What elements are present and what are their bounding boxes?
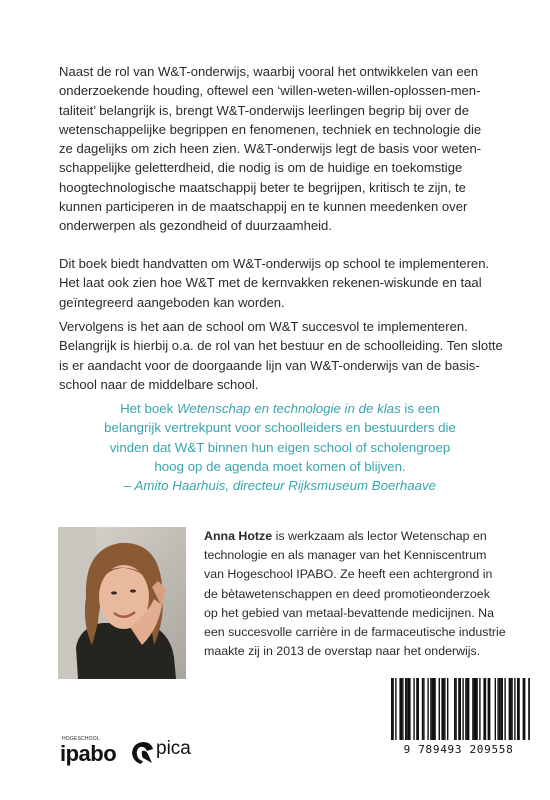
text-line: is er aandacht voor de doorgaande lijn van W&T-onderwijs van de basis- — [59, 357, 480, 373]
barcode-bar — [423, 678, 424, 740]
text-line: Naast de rol van W&T-onderwijs, waarbij vooral het ontwikkelen van een — [59, 64, 479, 79]
quote-text: is een — [400, 401, 440, 416]
barcode-bar — [524, 678, 525, 740]
text-line: Het laat ook zien hoe W&T met de kernvakken rekenen-wiskunde en taal — [59, 275, 482, 291]
ipabo-logo — [60, 736, 124, 766]
quote-line: belangrijk vertrekpunt voor schoolleiders en bestuurders die — [104, 420, 456, 436]
author-photo — [58, 527, 186, 679]
text-line: onderzoekende houding, oftewel een ‘willen-weten-willen-oplossen-men- — [59, 83, 481, 99]
ipabo-logo-text: ipabo — [60, 741, 117, 766]
bio-line: op het gebied van metaal-bevattende medicijnen. Na — [204, 605, 494, 620]
barcode-bar — [422, 678, 423, 740]
barcode-bar — [458, 678, 461, 740]
quote-text: Het boek — [120, 401, 177, 416]
text-line: school naar de middelbare school. — [59, 376, 259, 392]
ipabo-logo-subtext: HOGESCHOOL — [62, 736, 100, 742]
barcode-bar — [430, 678, 431, 740]
bio-line: technologie en als manager van het Kenniscentrum — [204, 548, 487, 563]
barcode-bar — [413, 678, 414, 740]
barcode-bar — [514, 678, 515, 740]
endorsement-quote — [59, 399, 501, 495]
barcode-bar — [405, 678, 406, 740]
barcode-bar — [475, 678, 478, 740]
barcode-bar — [472, 678, 473, 740]
bio-line: van Hogeschool IPABO. Ze heeft een achtergrond in — [204, 567, 493, 582]
author-name: Anna Hotze — [204, 529, 273, 543]
barcode-bar — [495, 678, 496, 740]
barcode-bar — [433, 678, 436, 740]
pica-logo-text: pica — [156, 738, 191, 759]
barcode-bar — [474, 678, 475, 740]
author-bio — [204, 527, 504, 661]
second-paragraph — [59, 254, 501, 312]
barcode-bar — [488, 678, 489, 740]
author-portrait — [58, 527, 186, 679]
text-line: onderwerpen als gezondheid of duurzaamheid. — [59, 218, 332, 234]
barcode-bar — [427, 678, 428, 740]
barcode-bar — [395, 678, 396, 740]
barcode-bar — [499, 678, 500, 740]
barcode-bar — [402, 678, 403, 740]
text-line: wetenschappelijke begrippen en fenomenen, techniek en technologie die — [59, 121, 482, 137]
attribution-text: – Amito Haarhuis, directeur Rijksmuseum Boerhaave — [123, 478, 437, 494]
barcode-bar — [517, 678, 520, 740]
bio-line: maakte zij in 2013 de overstap naar het onderwijs. — [204, 644, 481, 659]
isbn-barcode — [387, 676, 530, 762]
barcode-bar — [416, 678, 419, 740]
barcode-bar — [408, 678, 411, 740]
text-line: hoogtechnologische maatschappij beter te begrijpen, kritisch te zijn, te — [59, 179, 466, 195]
intro-paragraph — [59, 62, 501, 236]
book-title: Wetenschap en technologie in de klas — [176, 401, 401, 416]
text-line: ze dagelijks om zich heen zien. W&T-onderwijs legt de basis voor weten- — [59, 141, 482, 157]
bio-line — [204, 527, 504, 546]
barcode-bar — [467, 678, 470, 740]
bio-text: is werkzaam als lector Wetenschap en — [272, 529, 487, 543]
quote-line — [59, 399, 501, 418]
barcode-bar — [500, 678, 503, 740]
barcode-bar — [454, 678, 455, 740]
pica-logo — [129, 738, 199, 766]
barcode-bar — [511, 678, 512, 740]
barcode-bar — [455, 678, 456, 740]
bio-line: een succesvolle carrière in de farmaceutische industrie — [204, 625, 506, 640]
quote-line: hoog op de agenda moet komen of blijven. — [154, 458, 406, 474]
barcode-bar — [439, 678, 440, 740]
quote-attribution — [59, 476, 501, 495]
pica-bird-icon — [129, 739, 155, 765]
barcode-bar — [399, 678, 402, 740]
text-line: Belangrijk is hierbij o.a. de rol van het bestuur en de schoolleiding. Ten slotte — [59, 338, 503, 354]
text-line: kunnen participeren in de maatschappij en te kunnen meedenken over — [59, 199, 468, 215]
text-line: taliteit’ belangrijk is, brengt W&T-onderwijs leerlingen begrip bij over de — [59, 102, 469, 118]
text-line: Dit boek biedt handvatten om W&T-onderwijs op school te implementeren. — [59, 256, 490, 271]
text-line: schappelijke geletterdheid, die nodig is om de huidige en toekomstige — [59, 160, 463, 176]
barcode-bar — [509, 678, 512, 740]
quote-line: vinden dat W&T binnen hun eigen school of scholengroep — [109, 439, 451, 455]
barcode-bar — [447, 678, 448, 740]
barcode-bar — [462, 678, 463, 740]
barcode-bar — [444, 678, 445, 740]
third-paragraph — [59, 317, 501, 394]
barcode-bar — [441, 678, 444, 740]
barcode-bar — [465, 678, 466, 740]
barcode-bar — [391, 678, 394, 740]
isbn-number: 9 789493 209558 — [403, 743, 514, 756]
barcode-bar — [406, 678, 407, 740]
barcode-bar — [432, 678, 433, 740]
barcode-bars — [387, 676, 530, 742]
barcode-bar — [479, 678, 480, 740]
barcode-bar — [489, 678, 490, 740]
barcode-bar — [483, 678, 486, 740]
barcode-bar — [523, 678, 524, 740]
text-line: geïntegreerd aangeboden kan worden. — [59, 294, 285, 310]
barcode-bar — [504, 678, 505, 740]
bio-line: de bètawetenschappen en deed promotieonderzoek — [204, 586, 490, 601]
barcode-bar — [528, 678, 529, 740]
barcode-bar — [497, 678, 498, 740]
text-line: Vervolgens is het aan de school om W&T succesvol te implementeren. — [59, 319, 468, 334]
